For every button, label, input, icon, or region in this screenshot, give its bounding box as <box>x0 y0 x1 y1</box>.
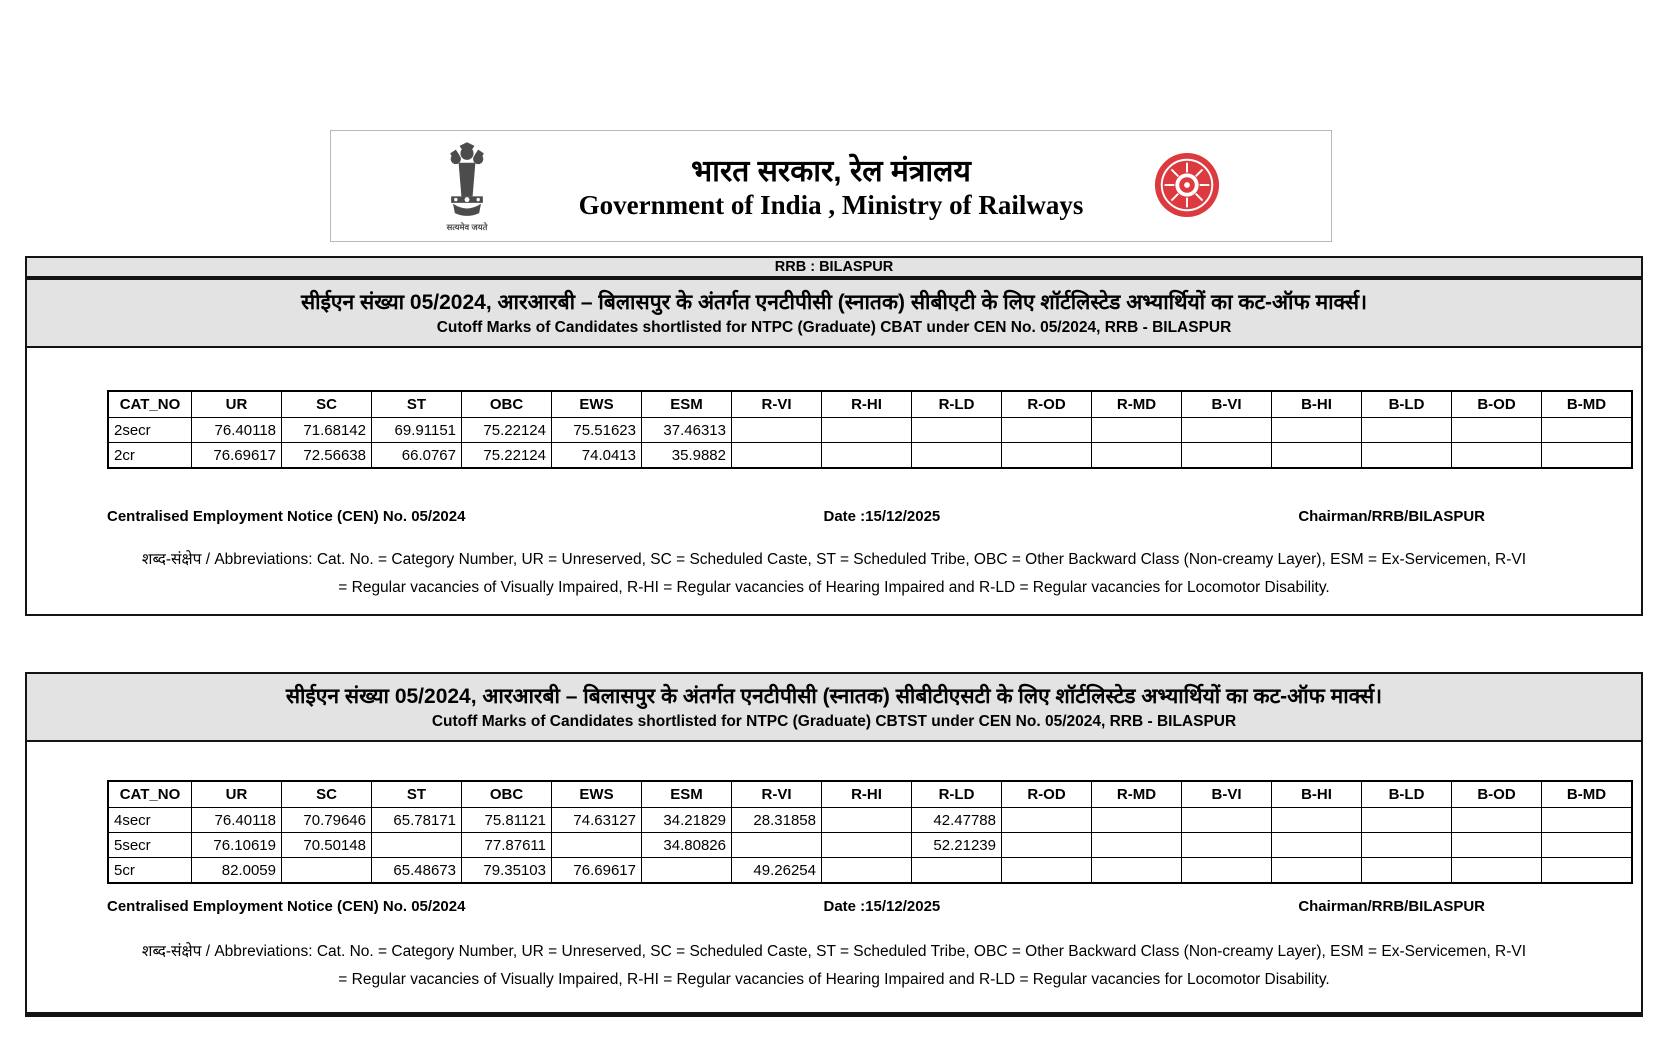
column-header-cat-no: CAT_NO <box>108 781 192 808</box>
column-header-ews: EWS <box>552 781 642 808</box>
mark-cell: 82.0059 <box>192 858 282 884</box>
ministry-title-hindi: भारत सरकार, रेल मंत्रालय <box>691 155 971 188</box>
mark-cell <box>732 833 822 858</box>
column-header-b-vi: B-VI <box>1182 781 1272 808</box>
column-header-b-vi: B-VI <box>1182 391 1272 418</box>
column-header-ur: UR <box>192 391 282 418</box>
table-row <box>108 443 1632 469</box>
mark-cell <box>1092 833 1182 858</box>
mark-cell <box>1272 443 1362 469</box>
mark-cell <box>1092 858 1182 884</box>
column-header-r-vi: R-VI <box>732 781 822 808</box>
column-header-ur: UR <box>192 781 282 808</box>
mark-cell <box>1362 858 1452 884</box>
column-header-obc: OBC <box>462 781 552 808</box>
cbtst-cutoff-table <box>107 780 1633 884</box>
mark-cell: 28.31858 <box>732 808 822 833</box>
mark-cell: 76.69617 <box>192 443 282 469</box>
mark-cell <box>1452 858 1542 884</box>
column-header-obc: OBC <box>462 391 552 418</box>
cbat-cutoff-table <box>107 390 1633 469</box>
board-name-bar: RRB : BILASPUR <box>25 256 1643 278</box>
mark-cell <box>1092 443 1182 469</box>
mark-cell: 34.21829 <box>642 808 732 833</box>
signatory-label: Chairman/RRB/BILASPUR <box>1298 898 1485 915</box>
mark-cell <box>1002 833 1092 858</box>
date-label: Date :15/12/2025 <box>823 898 941 915</box>
mark-cell: 77.87611 <box>462 833 552 858</box>
mark-cell <box>1362 808 1452 833</box>
category-cell: 4secr <box>108 808 192 833</box>
mark-cell <box>1452 418 1542 443</box>
mark-cell <box>912 443 1002 469</box>
mark-cell: 76.10619 <box>192 833 282 858</box>
table-row <box>108 858 1632 884</box>
mark-cell <box>732 418 822 443</box>
mark-cell: 65.48673 <box>372 858 462 884</box>
mark-cell: 75.22124 <box>462 418 552 443</box>
mark-cell <box>1272 418 1362 443</box>
indian-railways-logo-icon <box>1153 151 1221 219</box>
column-header-cat-no: CAT_NO <box>108 391 192 418</box>
mark-cell: 72.56638 <box>282 443 372 469</box>
column-header-esm: ESM <box>642 391 732 418</box>
cen-notice-label: Centralised Employment Notice (CEN) No. 05/2024 <box>107 508 466 525</box>
notice-meta-row <box>107 508 1485 525</box>
mark-cell <box>1542 833 1633 858</box>
mark-cell <box>1362 833 1452 858</box>
category-cell: 5secr <box>108 833 192 858</box>
mark-cell <box>822 858 912 884</box>
section-title-english: Cutoff Marks of Candidates shortlisted for NTPC (Graduate) CBAT under CEN No. 05/2024, RRB - BILASPUR <box>436 319 1232 336</box>
mark-cell <box>1362 443 1452 469</box>
mark-cell <box>1362 418 1452 443</box>
mark-cell <box>552 833 642 858</box>
mark-cell: 70.50148 <box>282 833 372 858</box>
section-title-english: Cutoff Marks of Candidates shortlisted for NTPC (Graduate) CBTST under CEN No. 05/2024, RRB - BILASPUR <box>431 713 1237 730</box>
table-header-row <box>108 781 1632 808</box>
mark-cell <box>1542 418 1633 443</box>
mark-cell: 75.51623 <box>552 418 642 443</box>
category-cell: 2cr <box>108 443 192 469</box>
table-header-row <box>108 391 1632 418</box>
column-header-b-md: B-MD <box>1542 391 1633 418</box>
category-cell: 2secr <box>108 418 192 443</box>
mark-cell: 66.0767 <box>372 443 462 469</box>
mark-cell: 65.78171 <box>372 808 462 833</box>
notice-meta-row <box>107 898 1485 915</box>
ministry-title-english: Government of India , Ministry of Railways <box>578 190 1084 220</box>
column-header-r-md: R-MD <box>1092 391 1182 418</box>
mark-cell: 79.35103 <box>462 858 552 884</box>
mark-cell: 75.22124 <box>462 443 552 469</box>
mark-cell: 35.9882 <box>642 443 732 469</box>
column-header-st: ST <box>372 391 462 418</box>
column-header-b-od: B-OD <box>1452 391 1542 418</box>
mark-cell <box>372 833 462 858</box>
cbtst-cutoff-section <box>25 672 1643 1017</box>
column-header-b-hi: B-HI <box>1272 391 1362 418</box>
column-header-r-md: R-MD <box>1092 781 1182 808</box>
mark-cell <box>282 858 372 884</box>
date-label: Date :15/12/2025 <box>823 508 941 525</box>
column-header-b-ld: B-LD <box>1362 391 1452 418</box>
mark-cell <box>912 858 1002 884</box>
column-header-ews: EWS <box>552 391 642 418</box>
column-header-r-vi: R-VI <box>732 391 822 418</box>
column-header-r-od: R-OD <box>1002 391 1092 418</box>
mark-cell: 76.40118 <box>192 808 282 833</box>
column-header-sc: SC <box>282 781 372 808</box>
mark-cell: 42.47788 <box>912 808 1002 833</box>
column-header-b-hi: B-HI <box>1272 781 1362 808</box>
mark-cell <box>1182 858 1272 884</box>
mark-cell <box>1542 808 1633 833</box>
column-header-r-od: R-OD <box>1002 781 1092 808</box>
abbreviations-line-1: शब्द-संक्षेप / Abbreviations: Cat. No. = Category Number, UR = Unreserved, SC = Scheduled Caste, ST = Scheduled Tribe, OBC = Other Backward Class (Non-creamy Layer), ESM = Ex-Servicemen, R-VI <box>141 551 1527 568</box>
mark-cell <box>822 808 912 833</box>
mark-cell: 75.81121 <box>462 808 552 833</box>
mark-cell: 76.69617 <box>552 858 642 884</box>
signatory-label: Chairman/RRB/BILASPUR <box>1298 508 1485 525</box>
cen-notice-label: Centralised Employment Notice (CEN) No. 05/2024 <box>107 898 466 915</box>
mark-cell: 34.80826 <box>642 833 732 858</box>
mark-cell: 49.26254 <box>732 858 822 884</box>
svg-text:सत्यमेव जयते: सत्यमेव जयते <box>446 221 488 232</box>
column-header-r-hi: R-HI <box>822 391 912 418</box>
mark-cell <box>1092 808 1182 833</box>
mark-cell <box>1182 418 1272 443</box>
column-header-st: ST <box>372 781 462 808</box>
mark-cell: 76.40118 <box>192 418 282 443</box>
table-row <box>108 808 1632 833</box>
column-header-b-md: B-MD <box>1542 781 1633 808</box>
abbreviations-line-1: शब्द-संक्षेप / Abbreviations: Cat. No. = Category Number, UR = Unreserved, SC = Scheduled Caste, ST = Scheduled Tribe, OBC = Other Backward Class (Non-creamy Layer), ESM = Ex-Servicemen, R-VI <box>141 943 1527 960</box>
mark-cell <box>1272 808 1362 833</box>
mark-cell <box>1452 443 1542 469</box>
column-header-esm: ESM <box>642 781 732 808</box>
mark-cell <box>1002 443 1092 469</box>
table-row <box>108 418 1632 443</box>
mark-cell <box>912 418 1002 443</box>
mark-cell <box>1272 858 1362 884</box>
mark-cell: 74.0413 <box>552 443 642 469</box>
section-title-bar <box>27 674 1641 742</box>
column-header-r-ld: R-LD <box>912 391 1002 418</box>
mark-cell <box>1272 833 1362 858</box>
column-header-r-ld: R-LD <box>912 781 1002 808</box>
mark-cell <box>1002 808 1092 833</box>
mark-cell <box>822 418 912 443</box>
cbat-cutoff-section <box>25 278 1643 616</box>
section-title-bar <box>27 280 1641 348</box>
government-header <box>330 130 1332 242</box>
column-header-sc: SC <box>282 391 372 418</box>
section-title-hindi: सीईएन संख्या 05/2024, आरआरबी – बिलासपुर के अंतर्गत एनटीपीसी (स्नातक) सीबीटीएसटी के लिए शॉर्टलिस्टेड अभ्यार्थियों का कट-ऑफ मार्क्स। <box>285 685 1383 708</box>
mark-cell <box>1002 418 1092 443</box>
mark-cell <box>1452 833 1542 858</box>
mark-cell <box>1542 858 1633 884</box>
section-title-hindi: सीईएन संख्या 05/2024, आरआरबी – बिलासपुर के अंतर्गत एनटीपीसी (स्नातक) सीबीएटी के लिए शॉर्टलिस्टेड अभ्यार्थियों का कट-ऑफ मार्क्स। <box>300 291 1368 314</box>
mark-cell: 37.46313 <box>642 418 732 443</box>
mark-cell <box>1182 443 1272 469</box>
mark-cell <box>732 443 822 469</box>
mark-cell <box>1182 808 1272 833</box>
column-header-r-hi: R-HI <box>822 781 912 808</box>
mark-cell <box>1002 858 1092 884</box>
abbreviations-line-2: = Regular vacancies of Visually Impaired, R-HI = Regular vacancies of Hearing Impaired and R-LD = Regular vacancies for Locomotor Disability. <box>338 971 1330 988</box>
mark-cell <box>822 443 912 469</box>
column-header-b-od: B-OD <box>1452 781 1542 808</box>
mark-cell: 69.91151 <box>372 418 462 443</box>
mark-cell: 71.68142 <box>282 418 372 443</box>
column-header-b-ld: B-LD <box>1362 781 1452 808</box>
mark-cell <box>822 833 912 858</box>
mark-cell <box>642 858 732 884</box>
mark-cell <box>1452 808 1542 833</box>
abbreviations-line-2: = Regular vacancies of Visually Impaired, R-HI = Regular vacancies of Hearing Impaired and R-LD = Regular vacancies for Locomotor Disability. <box>338 579 1330 596</box>
table-row <box>108 833 1632 858</box>
mark-cell <box>1092 418 1182 443</box>
category-cell: 5cr <box>108 858 192 884</box>
mark-cell <box>1182 833 1272 858</box>
mark-cell: 52.21239 <box>912 833 1002 858</box>
mark-cell: 70.79646 <box>282 808 372 833</box>
mark-cell: 74.63127 <box>552 808 642 833</box>
mark-cell <box>1542 443 1633 469</box>
